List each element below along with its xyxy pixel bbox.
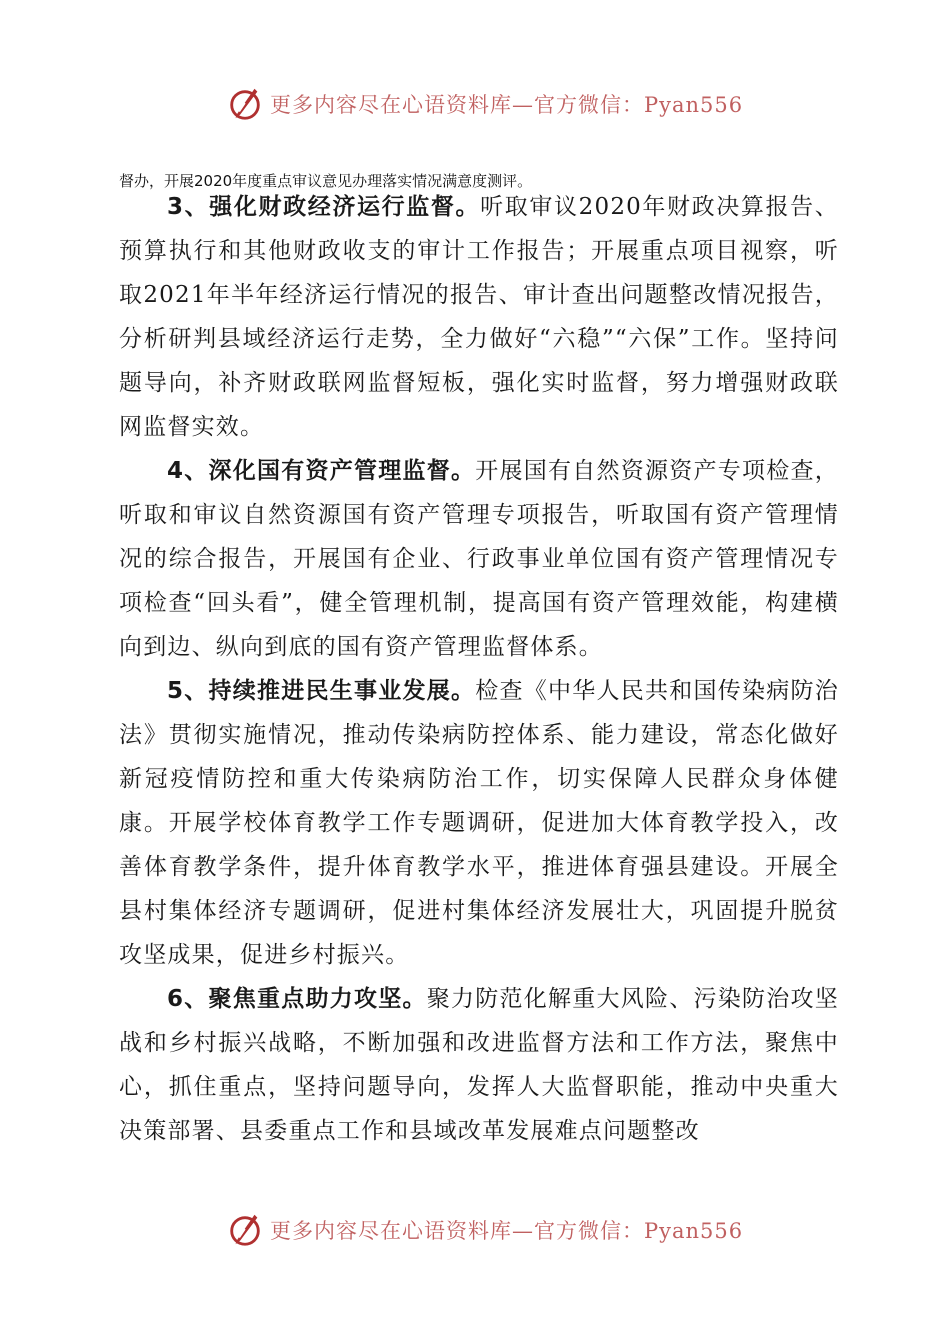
section-text: 开展国有自然资源资产专项检查，听取和审议自然资源国有资产管理专项报告，听取国有资产管理情况的综合报告，开展国有企业、行政事业单位国有资产管理情况专项检查“回头看”，健全管理机制，提高国有资产管理效能，构建横向到边、纵向到底的国有资产管理监督体系。 [119,458,840,660]
section-paragraph [119,977,839,1153]
continuation-line: 督办，开展2020年度重点审议意见办理落实情况满意度测评。 [119,172,533,190]
document-body [119,185,839,1153]
quill-pen-circle-icon [226,1211,264,1249]
section-heading: 4、深化国有资产管理监督。 [167,458,476,484]
section-paragraph [119,185,839,449]
watermark-text: 更多内容尽在心语资料库—官方微信：Pyan556 [270,1219,744,1243]
section-text: 检查《中华人民共和国传染病防治法》贯彻实施情况，推动传染病防控体系、能力建设，常态化做好新冠疫情防控和重大传染病防治工作，切实保障人民群众身体健康。开展学校体育教学工作专题调研，促进加大体育教学投入，改善体育教学条件，提升体育教学水平，推进体育强县建设。开展全县村集体经济专题调研，促进村集体经济发展壮大，巩固提升脱贫攻坚成果，促进乡村振兴。 [119,678,840,968]
section-heading: 3、强化财政经济运行监督。 [167,194,481,220]
footer-watermark [226,1210,743,1250]
section-paragraph [119,449,839,669]
quill-pen-circle-icon [226,85,264,123]
section-heading: 5、持续推进民生事业发展。 [167,678,476,704]
section-text: 听取审议2020年财政决算报告、预算执行和其他财政收支的审计工作报告；开展重点项目视察，听取2021年半年经济运行情况的报告、审计查出问题整改情况报告，分析研判县域经济运行走势，全力做好“六稳”“六保”工作。坚持问题导向，补齐财政联网监督短板，强化实时监督，努力增强财政联网监督实效。 [119,194,840,440]
section-text: 聚力防范化解重大风险、污染防治攻坚战和乡村振兴战略，不断加强和改进监督方法和工作方法，聚焦中心，抓住重点，坚持问题导向，发挥人大监督职能，推动中央重大决策部署、县委重点工作和县域改革发展难点问题整改 [119,986,839,1144]
section-paragraph [119,669,839,977]
watermark-text: 更多内容尽在心语资料库—官方微信：Pyan556 [270,93,744,117]
header-watermark [226,84,743,124]
section-heading: 6、聚焦重点助力攻坚。 [167,986,427,1012]
